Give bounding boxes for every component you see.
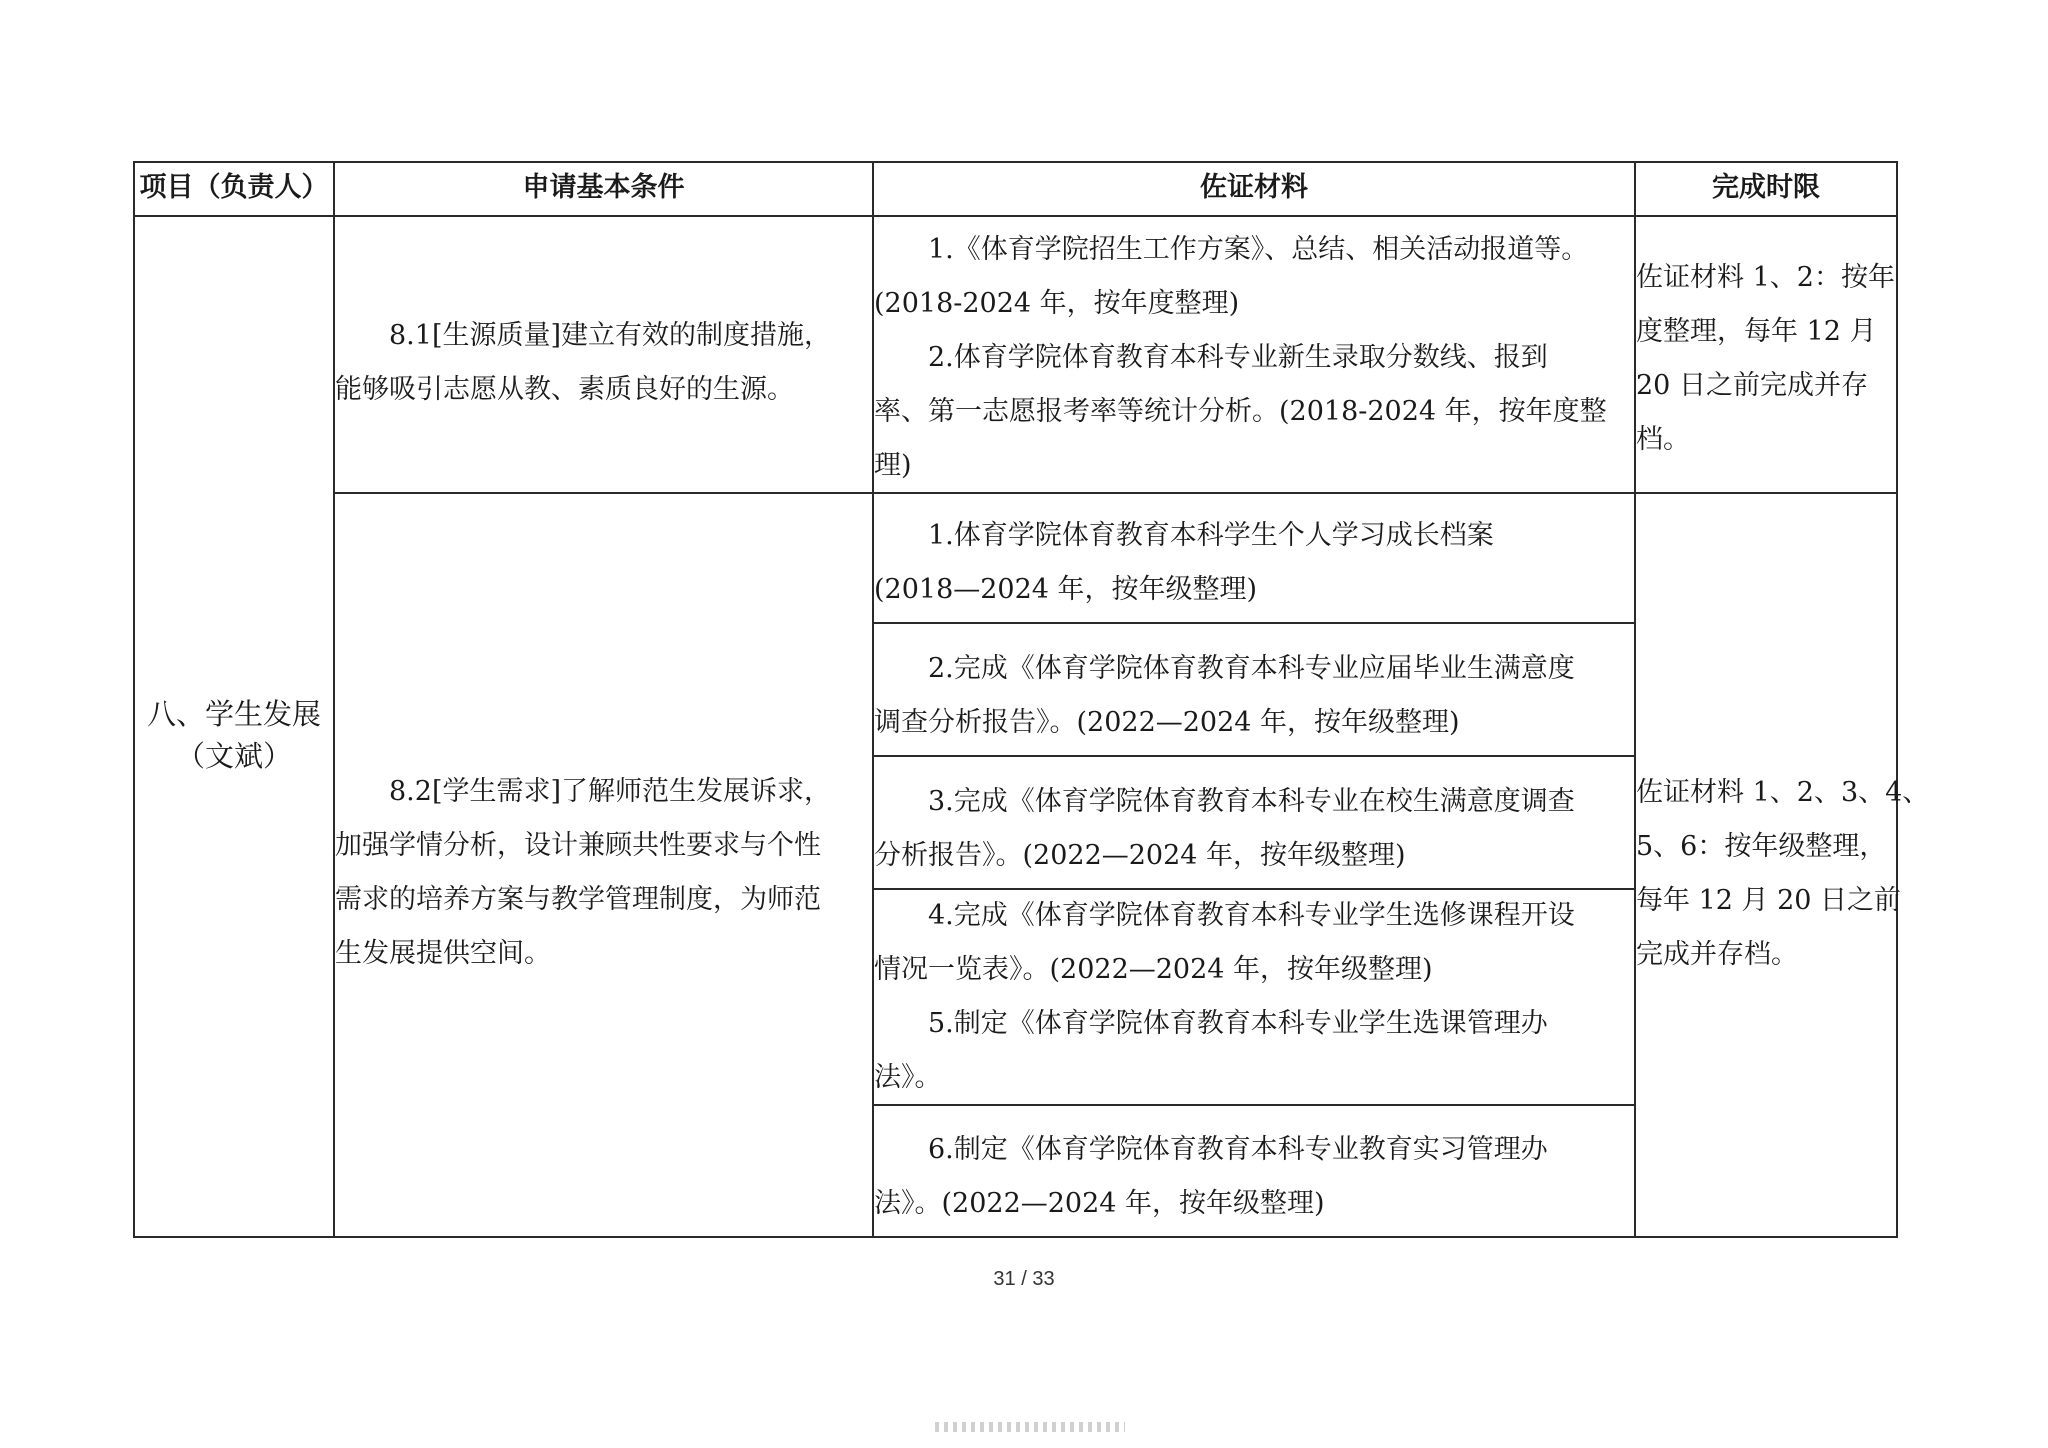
deadline-8-1 bbox=[1636, 251, 1896, 467]
evidence-line: (2018—2024 年，按年级整理) bbox=[874, 574, 1258, 605]
evidence-line: 调查分析报告》。(2022—2024 年，按年级整理) bbox=[874, 707, 1460, 738]
evidence-line: 6.制定《体育学院体育教育本科专业教育实习管理办 bbox=[874, 1134, 1548, 1165]
evidence-8-2-items-4-5 bbox=[874, 889, 1634, 1105]
evidence-divider bbox=[872, 755, 1634, 757]
deadline-line: 佐证材料 1、2、3、4、 bbox=[1636, 777, 1930, 808]
deadline-line: 每年 12 月 20 日之前 bbox=[1636, 885, 1902, 916]
deadline-line: 完成并存档。 bbox=[1636, 939, 1798, 970]
condition-line: 8.2[学生需求]了解师范生发展诉求， bbox=[335, 776, 832, 807]
condition-8-1 bbox=[335, 309, 872, 417]
evidence-line: 情况一览表》。(2022—2024 年，按年级整理) bbox=[874, 954, 1433, 985]
deadline-line: 佐证材料 1、2：按年 bbox=[1636, 262, 1895, 293]
project-owner: （文斌） bbox=[175, 739, 292, 773]
deadline-line: 档。 bbox=[1636, 424, 1690, 455]
project-cell bbox=[135, 693, 333, 777]
evidence-line: 法》。(2022—2024 年，按年级整理) bbox=[874, 1188, 1325, 1219]
condition-8-2 bbox=[335, 765, 872, 981]
evidence-line: 2.完成《体育学院体育教育本科专业应届毕业生满意度 bbox=[874, 653, 1575, 684]
evidence-8-2-item-2 bbox=[874, 642, 1634, 750]
condition-line: 能够吸引志愿从教、素质良好的生源。 bbox=[335, 374, 794, 405]
page-number: 31 / 33 bbox=[993, 1268, 1055, 1290]
evidence-line: 分析报告》。(2022—2024 年，按年级整理) bbox=[874, 840, 1406, 871]
deadline-line: 20 日之前完成并存 bbox=[1636, 370, 1868, 401]
evidence-8-1 bbox=[874, 223, 1634, 493]
evidence-line: 5.制定《体育学院体育教育本科专业学生选课管理办 bbox=[874, 1008, 1548, 1039]
evidence-8-2-item-6 bbox=[874, 1123, 1634, 1231]
scan-artifact bbox=[935, 1422, 1125, 1432]
deadline-line: 度整理，每年 12 月 bbox=[1636, 316, 1877, 347]
evidence-table bbox=[133, 161, 1930, 1238]
header-project: 项目（负责人） bbox=[139, 172, 329, 203]
condition-line: 加强学情分析，设计兼顾共性要求与个性 bbox=[335, 830, 821, 861]
evidence-line: 理) bbox=[874, 450, 912, 481]
condition-line: 生发展提供空间。 bbox=[335, 938, 551, 969]
evidence-divider bbox=[872, 622, 1634, 624]
evidence-8-2-item-3 bbox=[874, 775, 1634, 883]
header-deadline: 完成时限 bbox=[1712, 172, 1820, 203]
evidence-line: 4.完成《体育学院体育教育本科专业学生选修课程开设 bbox=[874, 900, 1575, 931]
evidence-8-2-item-1 bbox=[874, 509, 1634, 617]
header-divider bbox=[135, 215, 1896, 217]
project-name: 八、学生发展 bbox=[146, 697, 321, 731]
evidence-line: 1.《体育学院招生工作方案》、总结、相关活动报道等。 bbox=[874, 234, 1589, 265]
evidence-line: 率、第一志愿报考率等统计分析。(2018-2024 年，按年度整 bbox=[874, 396, 1607, 427]
evidence-line: 1.体育学院体育教育本科学生个人学习成长档案 bbox=[874, 520, 1494, 551]
deadline-8-2 bbox=[1636, 766, 1930, 982]
evidence-line: 3.完成《体育学院体育教育本科专业在校生满意度调查 bbox=[874, 786, 1575, 817]
evidence-line: 法》。 bbox=[874, 1062, 942, 1093]
evidence-line: (2018-2024 年，按年度整理) bbox=[874, 288, 1240, 319]
evidence-line: 2.体育学院体育教育本科专业新生录取分数线、报到 bbox=[874, 342, 1548, 373]
deadline-line: 5、6：按年级整理， bbox=[1636, 831, 1887, 862]
header-conditions: 申请基本条件 bbox=[522, 172, 685, 203]
header-evidence: 佐证材料 bbox=[1200, 172, 1308, 203]
condition-line: 8.1[生源质量]建立有效的制度措施， bbox=[335, 320, 832, 351]
condition-line: 需求的培养方案与教学管理制度，为师范 bbox=[335, 884, 821, 915]
